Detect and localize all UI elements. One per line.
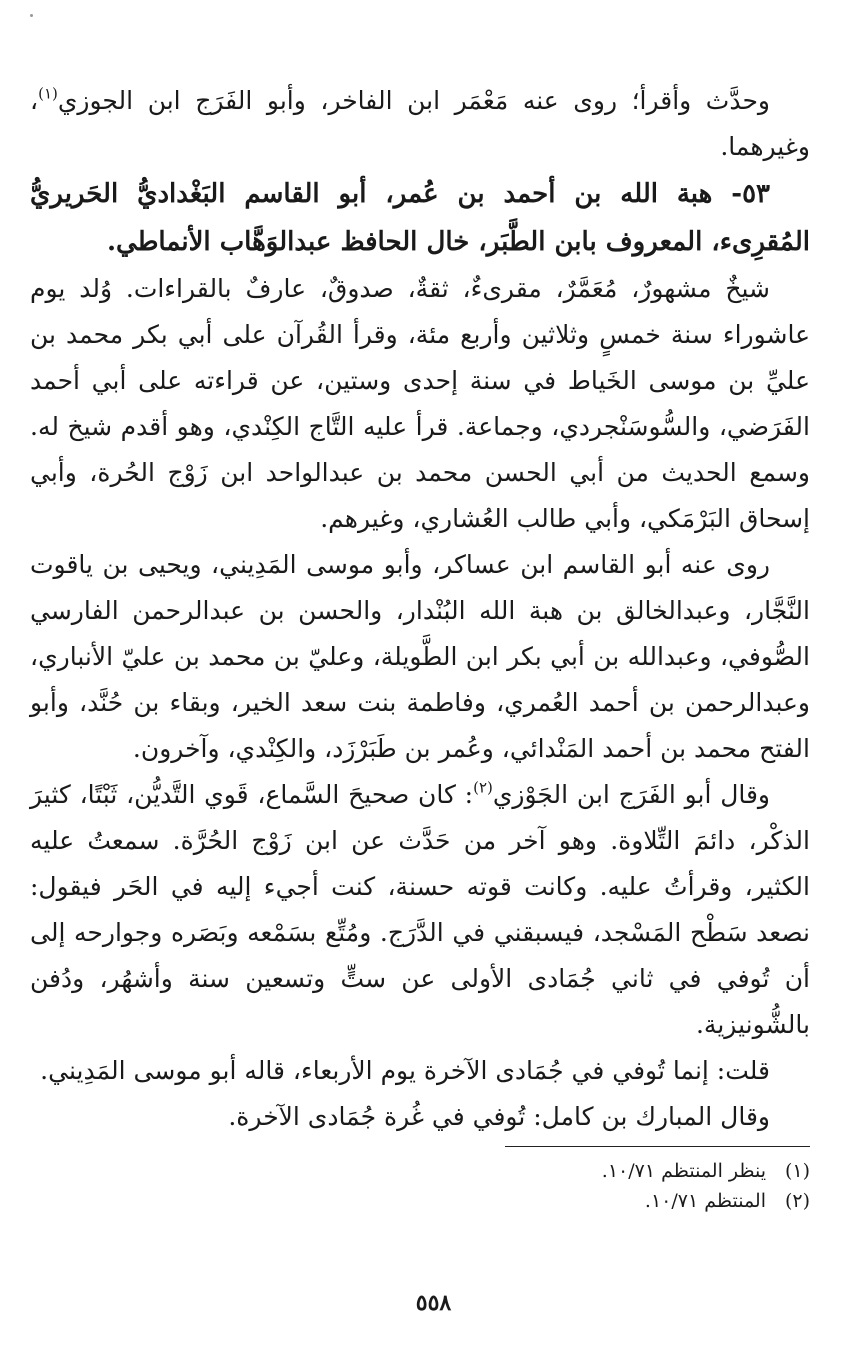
paragraph-1-text: وحدَّث وأقرأ؛ روى عنه مَعْمَر ابن الفاخر، وأبو الفَرَج ابن الجوزي <box>57 86 770 115</box>
footnote-ref-2[interactable]: (٢) <box>473 778 493 797</box>
footnote-2-text: المنتظم ١٠/٧١. <box>644 1190 766 1212</box>
footnote-1 <box>30 1156 810 1186</box>
paragraph-2: شيخٌ مشهورٌ، مُعَمَّرٌ، مقرىءٌ، ثقةٌ، صدوقٌ، عارفٌ بالقراءات. وُلد يوم عاشوراء سنة خمسٍ وثلاثين وأربع مئة، وقرأ القُرآن على أبي بكر محمد بن عليِّ بن موسى الخَياط في سنة إحدى وستين، عن قراءته على أبي أحمد الفَرَضي، والسُّوسَنْجردي، وجماعة. قرأ عليه التَّاج الكِنْدي، وهو أقدم شيخ له. وسمع الحديث من أبي الحسن محمد بن عبدالواحد ابن زَوْج الحُرة، وأبي إسحاق البَرْمَكي، وأبي طالب العُشاري، وغيرهم. <box>30 274 810 533</box>
paragraph-6: وقال المبارك بن كامل: تُوفي في غُرة جُمَادى الآخرة. <box>228 1102 770 1131</box>
footnotes <box>30 1156 810 1216</box>
paragraph-4-lead: وقال أبو الفَرَج ابن الجَوْزي <box>492 780 770 809</box>
page-number: ٥٥٨ <box>415 1290 452 1316</box>
paragraph-5: قلت: إنما تُوفي في جُمَادى الآخرة يوم الأربعاء، قاله أبو موسى المَدِيني. <box>40 1056 770 1085</box>
footnote-1-text: ينظر المنتظم ١٠/٧١. <box>601 1160 766 1182</box>
paragraph-1 <box>30 78 810 170</box>
paragraph-3: روى عنه أبو القاسم ابن عساكر، وأبو موسى المَدِيني، ويحيى بن ياقوت النَّجَّار، وعبدالخالق بن هبة الله البُنْدار، والحسن بن عبدالرحمن الفارسي الصُّوفي، وعبدالله بن أبي بكر ابن الطَّويلة، وعليّ بن محمد بن عليّ الأنباري، وعبدالرحمن بن أحمد العُمري، وفاطمة بنت سعد الخير، وبقاء بن حُنَّد، وأبو الفتح محمد بن أحمد المَنْدائي، وعُمر بن طَبَرْزَد، والكِنْدي، وآخرون. <box>30 550 810 763</box>
footnote-divider <box>505 1146 810 1147</box>
page-body <box>30 78 810 1140</box>
footnote-ref-1[interactable]: (١) <box>38 84 58 103</box>
footnote-2 <box>30 1186 810 1216</box>
footnote-2-number: (٢) <box>784 1190 810 1212</box>
paragraph-1-tail: ، وغيرهما. <box>30 86 810 161</box>
entry-heading: ٥٣- هبة الله بن أحمد بن عُمر، أبو القاسم البَغْداديُّ الحَريريُّ المُقرِىء، المعروف بابن الطَّبَر، خال الحافظ عبدالوَهَّاب الأنماطي. <box>30 179 810 257</box>
paragraph-4-text: : كان صحيحَ السَّماع، قَوي التَّديُّن، ثَبْتًا، كثيرَ الذكْر، دائمَ التِّلاوة. وهو آخر من حَدَّث عن ابن زَوْج الحُرَّة. سمعتُ عليه الكثير، وقرأتُ عليه. وكانت قوته حسنة، كنت أجيء إليه في الحَر فيقول: نصعد سَطْح المَسْجد، فيسبقني في الدَّرَج. ومُتِّع بسَمْعه وبَصَره وجوارحه إلى أن تُوفي في ثاني جُمَادى الأولى عن ستٍّ وتسعين سنة وأشهُر، ودُفن بالشُّونيزية. <box>30 780 810 1039</box>
footnote-1-number: (١) <box>784 1160 810 1182</box>
paragraph-4 <box>30 772 810 1048</box>
scan-speck <box>30 14 33 17</box>
